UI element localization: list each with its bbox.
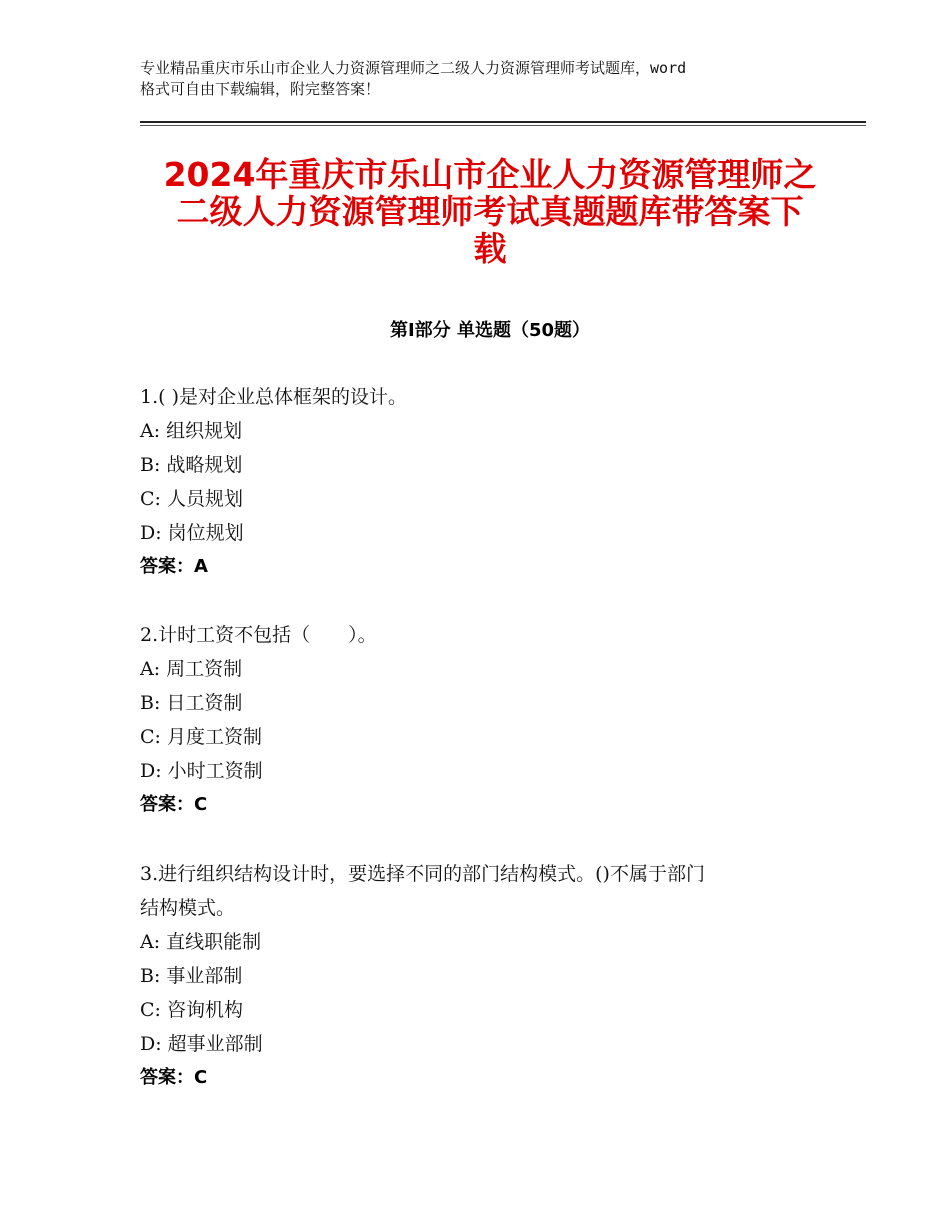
option-d: D: 超事业部制 — [140, 1033, 263, 1055]
header-note-line: 专业精品重庆市乐山市企业人力资源管理师之二级人力资源管理师考试题库，word — [140, 59, 687, 77]
option-d: D: 小时工资制 — [140, 760, 263, 782]
option-c: C: 月度工资制 — [140, 726, 262, 748]
header-note — [140, 58, 830, 100]
question-text: 1.( )是对企业总体框架的设计。 — [140, 386, 407, 408]
question-text: 3.进行组织结构设计时，要选择不同的部门结构模式。()不属于部门 — [140, 863, 705, 885]
question-1 — [140, 380, 840, 584]
question-text-continued: 结构模式。 — [140, 897, 236, 919]
document-title — [140, 156, 840, 267]
option-c: C: 人员规划 — [140, 488, 243, 510]
option-a: A: 组织规划 — [140, 420, 243, 442]
header-divider — [140, 121, 866, 123]
option-d: D: 岗位规划 — [140, 522, 244, 544]
question-text: 2.计时工资不包括（ ）。 — [140, 624, 377, 646]
document-title-line: 二级人力资源管理师考试真题题库带答案下 — [176, 192, 804, 231]
header-divider-thin — [140, 125, 866, 126]
document-title-line: 2024年重庆市乐山市企业人力资源管理师之 — [163, 155, 817, 194]
question-2 — [140, 618, 840, 822]
section-title: 第Ⅰ部分 单选题（50题） — [389, 320, 590, 341]
answer: 答案：C — [140, 794, 208, 815]
option-a: A: 直线职能制 — [140, 931, 262, 953]
answer: 答案：A — [140, 556, 208, 577]
document-title-line: 载 — [473, 229, 507, 268]
option-a: A: 周工资制 — [140, 658, 243, 680]
option-b: B: 事业部制 — [140, 965, 243, 987]
option-b: B: 日工资制 — [140, 692, 243, 714]
question-3 — [140, 857, 840, 1095]
option-b: B: 战略规划 — [140, 454, 243, 476]
option-c: C: 咨询机构 — [140, 999, 243, 1021]
answer: 答案：C — [140, 1067, 208, 1088]
header-note-line: 格式可自由下载编辑，附完整答案！ — [140, 80, 381, 98]
